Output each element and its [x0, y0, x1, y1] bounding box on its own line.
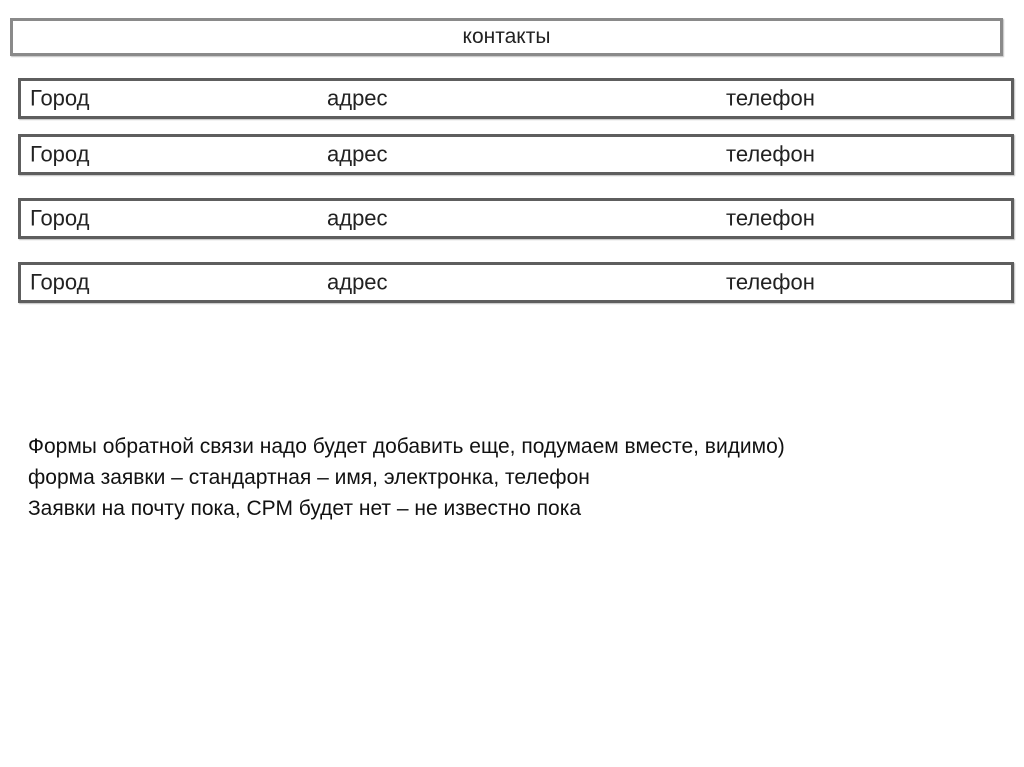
contact-phone: телефон [726, 268, 815, 294]
contact-row[interactable] [18, 198, 1014, 239]
notes-block [28, 431, 785, 524]
contact-address: адрес [327, 84, 388, 110]
contact-city: Город [30, 84, 90, 110]
note-line: форма заявки – стандартная – имя, электронка, телефон [28, 466, 590, 489]
contact-address: адрес [327, 268, 388, 294]
contact-row[interactable] [18, 78, 1014, 119]
contact-phone: телефон [726, 84, 815, 110]
contact-row[interactable] [18, 134, 1014, 175]
contact-phone: телефон [726, 204, 815, 230]
contacts-header [10, 18, 1003, 56]
contact-phone: телефон [726, 140, 815, 166]
contact-city: Город [30, 268, 90, 294]
contact-row[interactable] [18, 262, 1014, 303]
contact-city: Город [30, 140, 90, 166]
note-line: Формы обратной связи надо будет добавить еще, подумаем вместе, видимо) [28, 435, 785, 458]
contact-address: адрес [327, 204, 388, 230]
contact-city: Город [30, 204, 90, 230]
contact-address: адрес [327, 140, 388, 166]
contacts-header-title: контакты [462, 25, 551, 48]
note-line: Заявки на почту пока, СРМ будет нет – не известно пока [28, 497, 582, 520]
